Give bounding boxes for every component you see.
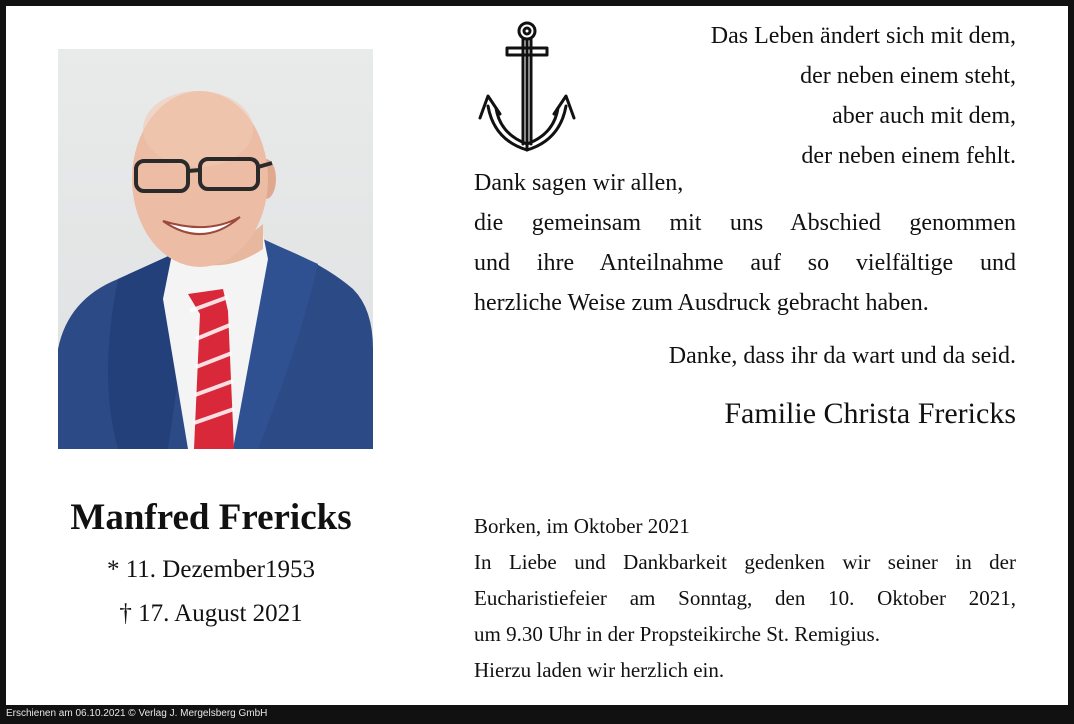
obituary-card [6,6,1068,705]
quote-line: der neben einem fehlt. [801,143,1016,169]
publication-footer: Erschienen am 06.10.2021 © Verlag J. Mergelsberg GmbH [6,708,268,719]
birth-date: * 11. Dezember1953 [106,556,316,583]
quote-line: der neben einem steht, [800,63,1016,89]
service-line: Hierzu laden wir herzlich ein. [474,658,725,682]
anchor-icon [474,18,580,154]
quote-line: Das Leben ändert sich mit dem, [710,23,1016,49]
death-date: † 17. August 2021 [119,600,303,627]
quote [596,16,1016,176]
closing-line: Danke, dass ihr da wart und da seid. [668,343,1016,369]
thanks-line: Dank sagen wir allen, [474,170,684,196]
thanks-line: die gemeinsam mit uns Abschied genommen [474,210,1016,236]
service-line: In Liebe und Dankbarkeit gedenken wir seiner in der [474,550,1016,574]
service-line: um 9.30 Uhr in der Propsteikirche St. Remigius. [474,622,880,646]
service-notice [474,508,1016,688]
deceased-name: Manfred Frericks [70,497,352,538]
thanks-text [474,163,1016,323]
place-date: Borken, im Oktober 2021 [474,514,690,538]
service-line: Eucharistiefeier am Sonntag, den 10. Oktober 2021, [474,586,1016,610]
life-dates [58,548,364,636]
portrait-photo [58,49,373,449]
family-signature: Familie Christa Frericks [724,397,1016,430]
quote-line: aber auch mit dem, [832,103,1016,129]
thanks-line: herzliche Weise zum Ausdruck gebracht haben. [474,290,929,316]
thanks-line: und ihre Anteilnahme auf so vielfältige und [474,250,1016,276]
